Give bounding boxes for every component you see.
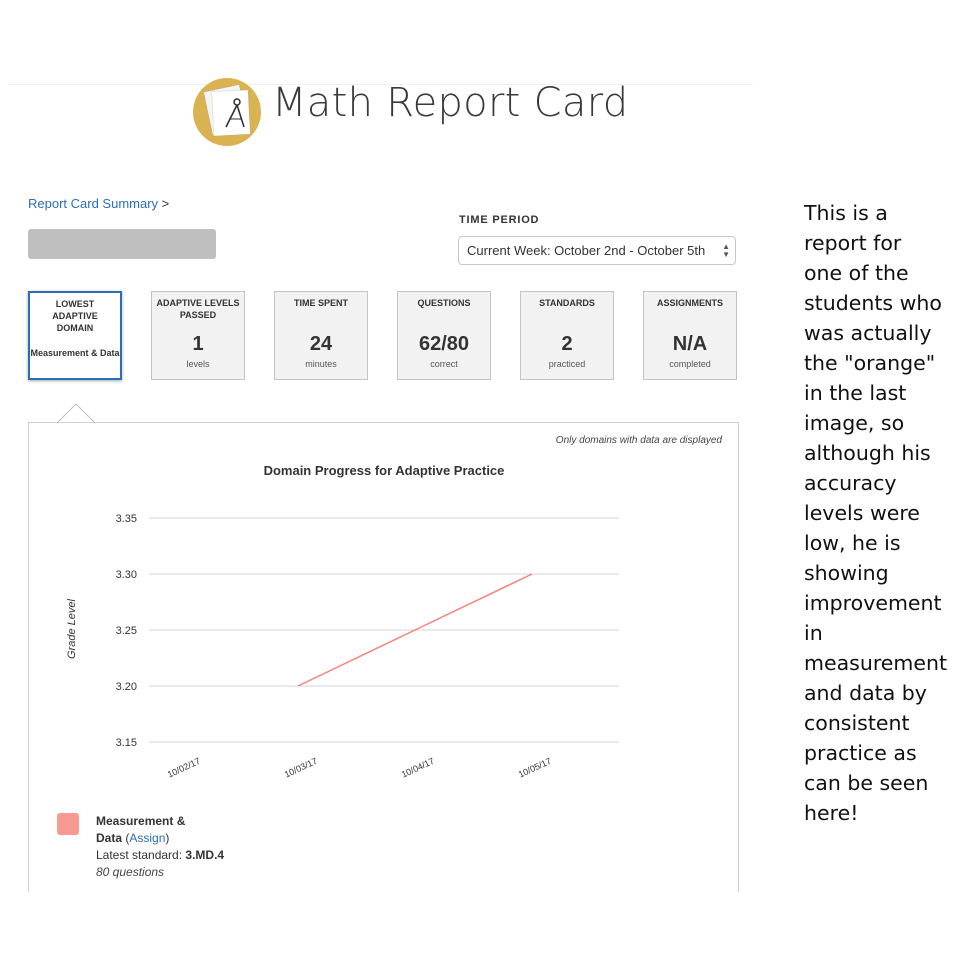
side-note-line: practice as bbox=[804, 741, 917, 765]
card-standards[interactable] bbox=[520, 291, 614, 380]
side-note-line: the "orange" bbox=[804, 351, 936, 375]
y-tick-label: 3.20 bbox=[115, 681, 137, 693]
card-header: ASSIGNMENTS bbox=[656, 298, 723, 308]
domain-progress-chart bbox=[29, 423, 738, 803]
legend-domain-name: Measurement & bbox=[96, 814, 186, 828]
side-note-line: in the last bbox=[804, 381, 907, 405]
y-tick-label: 3.15 bbox=[115, 737, 137, 749]
side-note-line: consistent bbox=[804, 711, 910, 735]
card-header: LOWEST ADAPTIVE DOMAIN bbox=[52, 299, 98, 333]
time-period-select[interactable] bbox=[458, 236, 736, 265]
chart-title: Domain Progress for Adaptive Practice bbox=[263, 463, 505, 478]
card-assignments[interactable] bbox=[643, 291, 737, 380]
y-tick-label: 3.25 bbox=[115, 625, 137, 637]
card-domain: Measurement & Data bbox=[30, 348, 120, 358]
card-unit: correct bbox=[430, 359, 458, 369]
side-note-line: This is a bbox=[804, 201, 888, 225]
assign-link[interactable]: Assign bbox=[129, 831, 166, 845]
chart-panel bbox=[28, 422, 739, 892]
card-header: ADAPTIVE LEVELS PASSED bbox=[156, 298, 240, 320]
side-note bbox=[804, 198, 976, 828]
card-lowest-adaptive-domain[interactable] bbox=[28, 291, 122, 380]
side-note-line: image, so bbox=[804, 411, 905, 435]
app-title: Math Report Card bbox=[272, 80, 629, 126]
side-note-line: was actually bbox=[804, 321, 932, 345]
legend-swatch bbox=[57, 813, 79, 835]
assign-paren-close: ) bbox=[165, 831, 170, 845]
card-value: N/A bbox=[672, 333, 708, 355]
card-unit: completed bbox=[669, 359, 711, 369]
legend-entry bbox=[96, 813, 236, 881]
card-unit: levels bbox=[186, 359, 210, 369]
y-tick-label: 3.30 bbox=[115, 569, 137, 581]
x-tick-label: 10/02/17 bbox=[165, 755, 202, 780]
card-adaptive-levels[interactable] bbox=[151, 291, 245, 380]
question-count: 80 questions bbox=[96, 865, 165, 879]
card-time-spent[interactable] bbox=[274, 291, 368, 380]
breadcrumb-separator: > bbox=[161, 196, 170, 211]
panel-pointer bbox=[57, 403, 95, 423]
legend-domain-name-2: Data bbox=[96, 831, 123, 845]
breadcrumb-link-summary[interactable]: Report Card Summary bbox=[28, 196, 159, 211]
side-note-line: here! bbox=[804, 801, 859, 825]
time-period-label: TIME PERIOD bbox=[459, 214, 540, 226]
compass-logo-icon bbox=[193, 78, 261, 146]
side-note-line: showing bbox=[804, 561, 889, 585]
card-value: 24 bbox=[309, 333, 333, 355]
side-note-line: students who bbox=[804, 291, 942, 315]
side-note-line: in bbox=[804, 621, 823, 645]
side-note-line: improvement bbox=[804, 591, 942, 615]
side-note-line: report for bbox=[804, 231, 902, 255]
x-tick-label: 10/03/17 bbox=[282, 755, 319, 780]
x-tick-label: 10/05/17 bbox=[516, 755, 553, 780]
card-unit: minutes bbox=[305, 359, 337, 369]
side-note-line: one of the bbox=[804, 261, 909, 285]
side-note-line: can be seen bbox=[804, 771, 929, 795]
card-questions[interactable] bbox=[397, 291, 491, 380]
breadcrumb bbox=[28, 196, 169, 211]
latest-standard-label: Latest standard: bbox=[96, 848, 183, 862]
card-value: 1 bbox=[192, 333, 204, 355]
card-unit: practiced bbox=[548, 359, 586, 369]
x-tick-label: 10/04/17 bbox=[399, 755, 436, 780]
card-header: TIME SPENT bbox=[293, 298, 348, 308]
assign-paren-open: ( bbox=[125, 831, 130, 845]
domains-note: Only domains with data are displayed bbox=[555, 435, 722, 446]
side-note-line: measurement bbox=[804, 651, 948, 675]
side-note-line: although his bbox=[804, 441, 931, 465]
card-header: QUESTIONS bbox=[417, 298, 471, 308]
side-note-line: low, he is bbox=[804, 531, 901, 555]
time-period-value: Current Week: October 2nd - October 5th bbox=[467, 243, 706, 258]
y-tick-label: 3.35 bbox=[115, 513, 137, 525]
card-header: STANDARDS bbox=[539, 298, 595, 308]
side-note-line: accuracy bbox=[804, 471, 897, 495]
y-axis-label: Grade Level bbox=[66, 599, 78, 659]
side-note-line: levels were bbox=[804, 501, 920, 525]
select-arrows-icon: ▲ ▼ bbox=[722, 242, 730, 259]
card-value: 2 bbox=[561, 333, 573, 355]
student-name-placeholder bbox=[28, 229, 216, 259]
side-note-line: and data by bbox=[804, 681, 927, 705]
card-value: 62/80 bbox=[418, 333, 470, 355]
latest-standard-value: 3.MD.4 bbox=[185, 848, 225, 862]
